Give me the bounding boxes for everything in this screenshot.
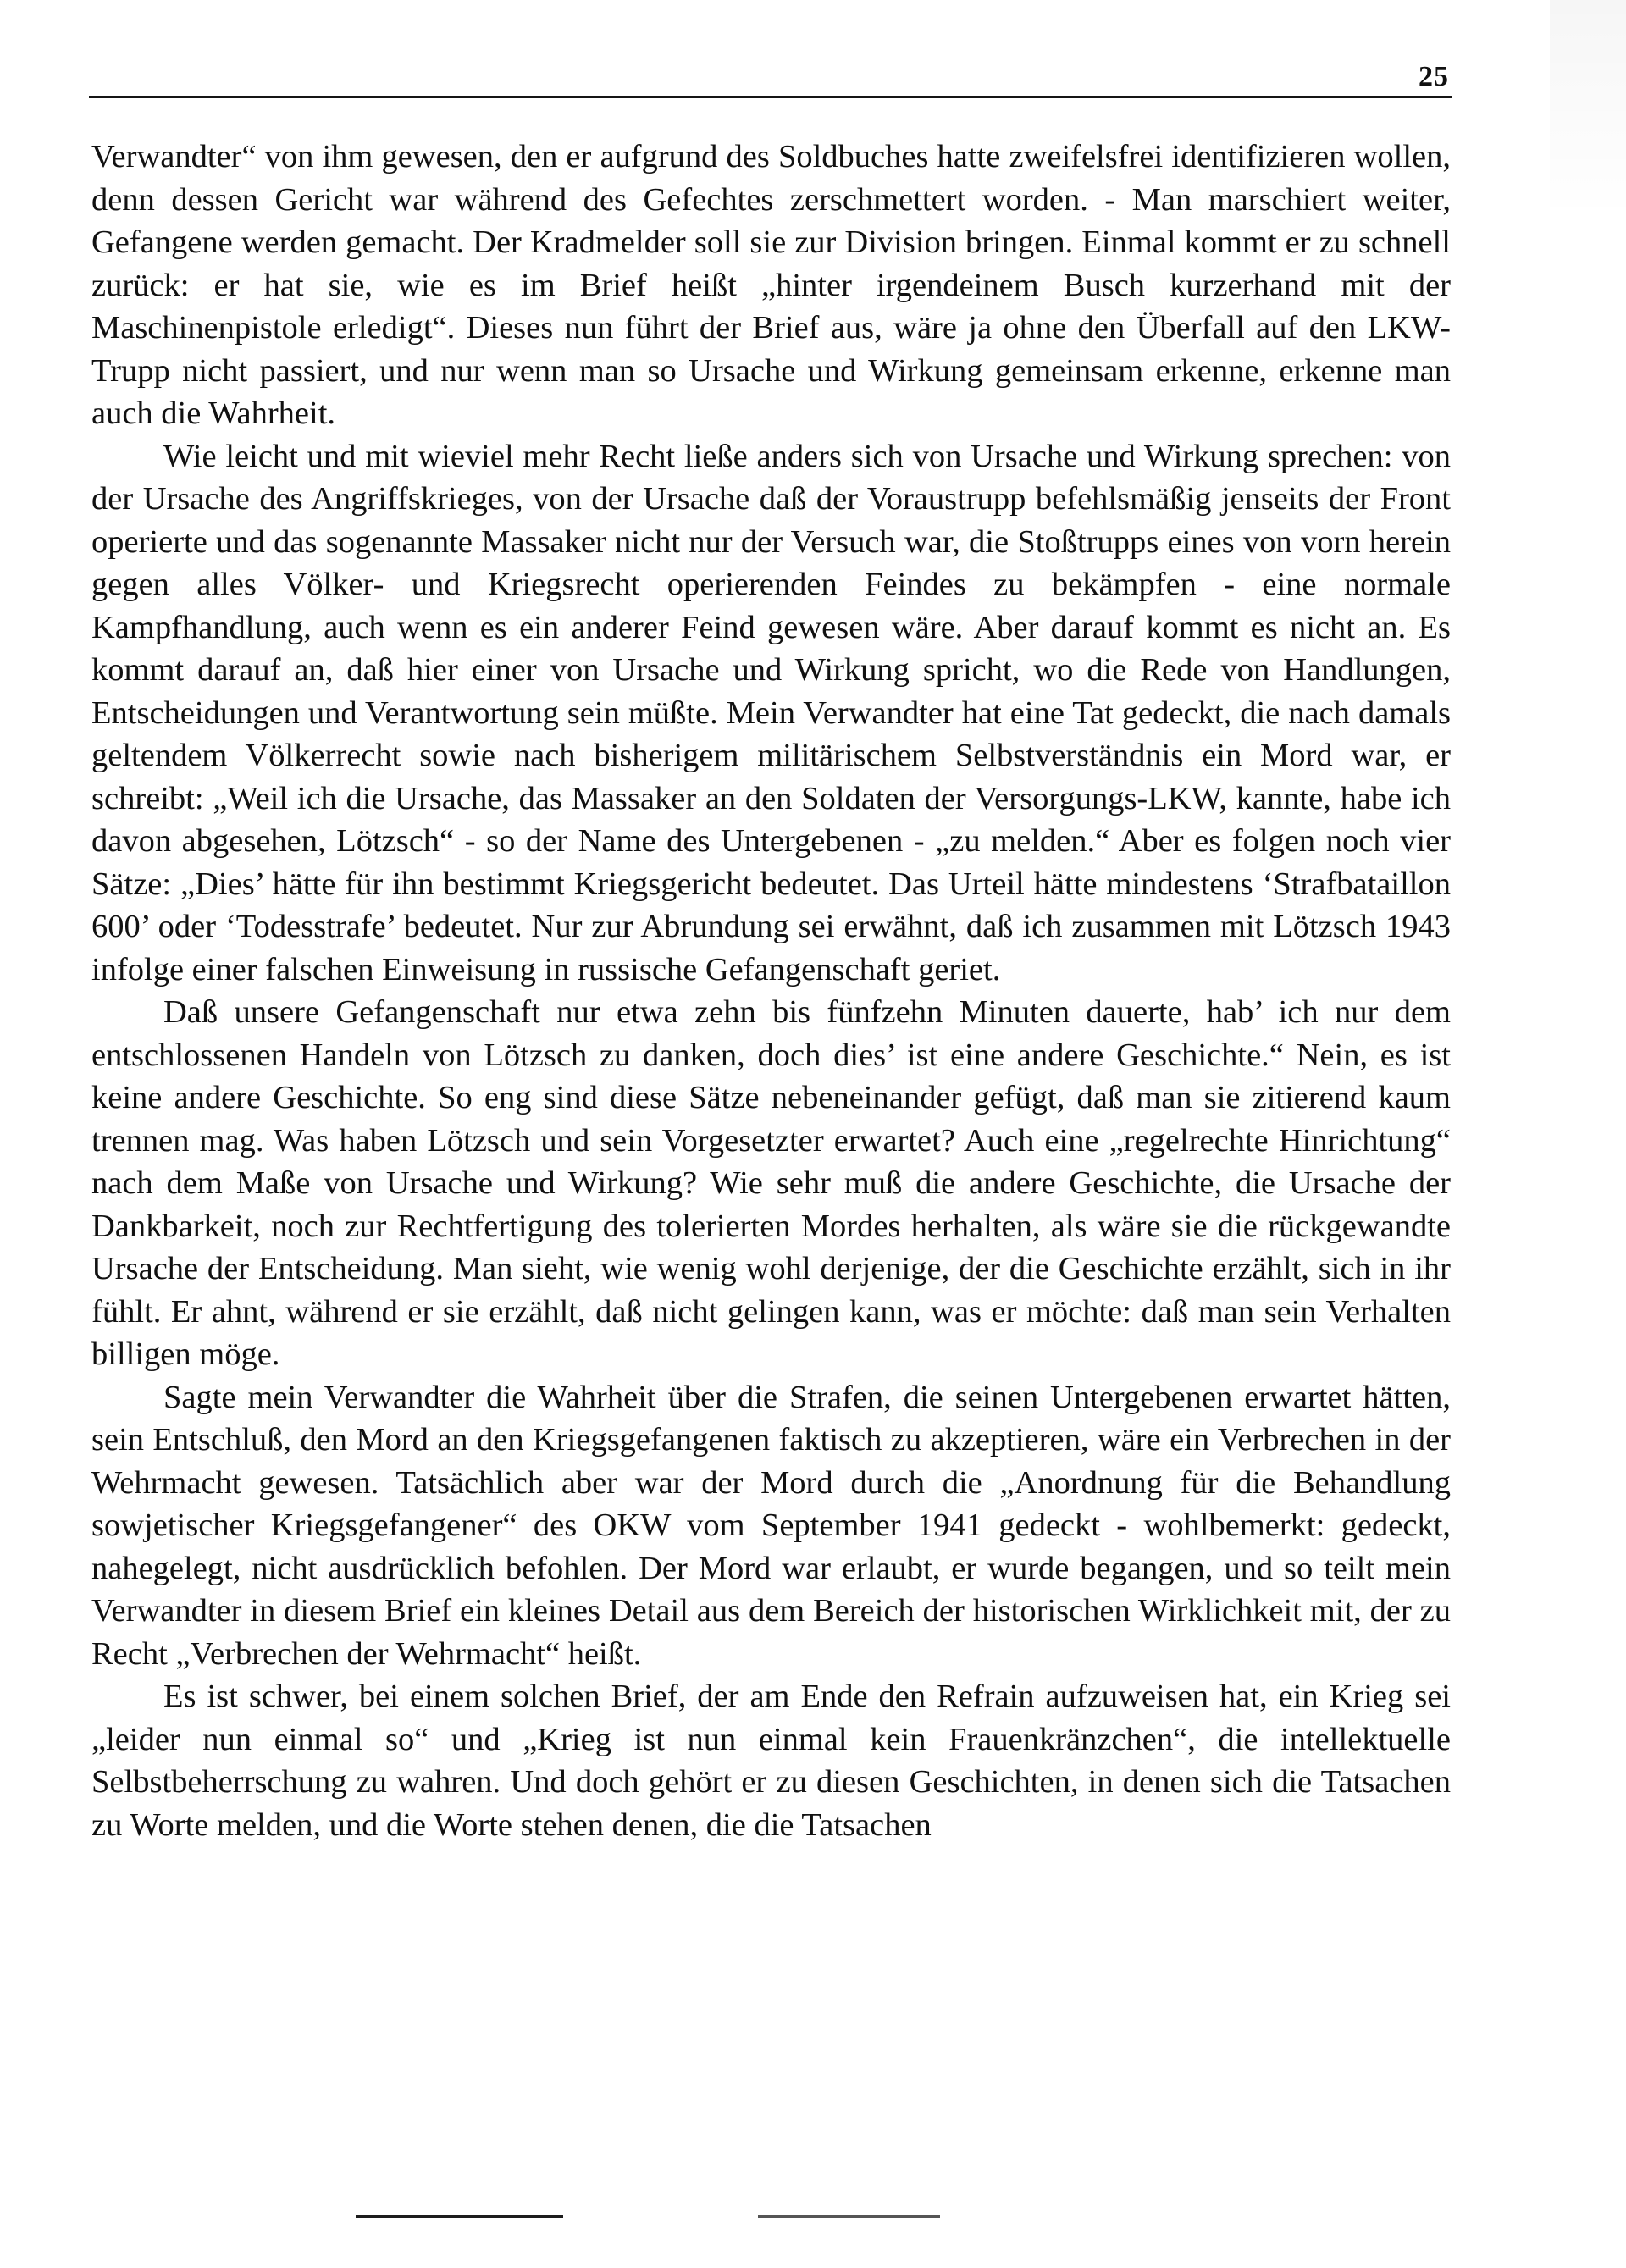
- paragraph-4: Sagte mein Verwandter die Wahrheit über die Strafen, die seinen Untergebenen erwartet hätten, sein Entschluß, den Mord an den Kriegsgefangenen faktisch zu akzeptieren, wäre ein Verbrechen in der Wehrmacht gewesen. Tatsächlich aber war der Mord durch die „Anordnung für die Behandlung sowjetischer Kriegsgefangener“ des OKW vom September 1941 gedeckt - wohlbemerkt: gedeckt, nahegelegt, nicht ausdrücklich befohlen. Der Mord war erlaubt, er wurde begangen, und so teilt mein Verwandter in diesem Brief ein kleines Detail aus dem Bereich der historischen Wirklichkeit mit, der zu Recht „Verbrechen der Wehrmacht“ heißt.: [91, 1379, 1451, 1672]
- header-rule: [89, 96, 1452, 98]
- footer-rule-right: [758, 2215, 940, 2218]
- paragraph-1: Verwandter“ von ihm gewesen, den er aufgrund des Soldbuches hatte zweifelsfrei identifizieren wollen, denn dessen Gericht war während des Gefechtes zerschmettert worden. - Man marschiert weiter, Gefangene werden gemacht. Der Kradmelder soll sie zur Division bringen. Einmal kommt er zu schnell zurück: er hat sie, wie es im Brief heißt „hinter irgendeinem Busch kurzerhand mit der Maschinenpistole erledigt“. Dieses nun führt der Brief aus, wäre ja ohne den Überfall auf den LKW-Trupp nicht passiert, und nur wenn man so Ursache und Wirkung gemeinsam erkenne, erkenne man auch die Wahrheit.: [91, 139, 1451, 431]
- page-number: 25: [1419, 61, 1449, 92]
- footer-rule-left: [356, 2215, 563, 2218]
- paragraph-2: Wie leicht und mit wieviel mehr Recht ließe anders sich von Ursache und Wirkung sprechen: von der Ursache des Angriffskrieges, von der Ursache daß der Voraustrupp befehlsmäßig jenseits der Front operierte und das sogenannte Massaker nicht nur der Versuch war, die Stoßtrupps eines von vorn herein gegen alles Völker- und Kriegsrecht operierenden Feindes zu bekämpfen - eine normale Kampfhandlung, auch wenn es ein anderer Feind gewesen wäre. Aber darauf kommt es nicht an. Es kommt darauf an, daß hier einer von Ursache und Wirkung spricht, wo die Rede von Handlungen, Entscheidungen und Verantwortung sein müßte. Mein Verwandter hat eine Tat gedeckt, die nach damals geltendem Völkerrecht sowie nach bisherigem militärischem Selbstverständnis ein Mord war, er schreibt: „Weil ich die Ursache, das Massaker an den Soldaten der Versorgungs-LKW, kannte, habe ich davon abgesehen, Lötzsch“ - so der Name des Untergebenen - „zu melden.“ Aber es folgen noch vier Sätze: „Dies’ hätte für ihn bestimmt Kriegsgericht bedeutet. Das Urteil hätte mindestens ‘Strafbataillon 600’ oder ‘Todesstrafe’ bedeutet. Nur zur Abrundung sei erwähnt, daß ich zusammen mit Lötzsch 1943 infolge einer falschen Einweisung in russische Gefangenschaft geriet.: [91, 438, 1451, 987]
- paragraph-5: Es ist schwer, bei einem solchen Brief, der am Ende den Refrain aufzuweisen hat, ein Krieg sei „leider nun einmal so“ und „Krieg ist nun einmal kein Frauenkränzchen“, die intellektuelle Selbstbeherrschung zu wahren. Und doch gehört er zu diesen Geschichten, in denen sich die Tatsachen zu Worte melden, und die Worte stehen denen, die die Tatsachen: [91, 1679, 1451, 1843]
- body-text: [91, 136, 1451, 1846]
- paragraph-3: Daß unsere Gefangenschaft nur etwa zehn bis fünfzehn Minuten dauerte, hab’ ich nur dem entschlossenen Handeln von Lötzsch zu danken, doch dies’ ist eine andere Geschichte.“ Nein, es ist keine andere Geschichte. So eng sind diese Sätze nebeneinander gefügt, daß man sie zitierend kaum trennen mag. Was haben Lötzsch und sein Vorgesetzter erwartet? Auch eine „regelrechte Hinrichtung“ nach dem Maße von Ursache und Wirkung? Wie sehr muß die andere Geschichte, die Ursache der Dankbarkeit, noch zur Rechtfertigung des tolerierten Mordes herhalten, als wäre sie die rückgewandte Ursache der Entscheidung. Man sieht, wie wenig wohl derjenige, der die Geschichte erzählt, sich in ihr fühlt. Er ahnt, während er sie erzählt, daß nicht gelingen kann, was er möchte: daß man sein Verhalten billigen möge.: [91, 994, 1451, 1372]
- scan-shadow: [1550, 0, 1626, 220]
